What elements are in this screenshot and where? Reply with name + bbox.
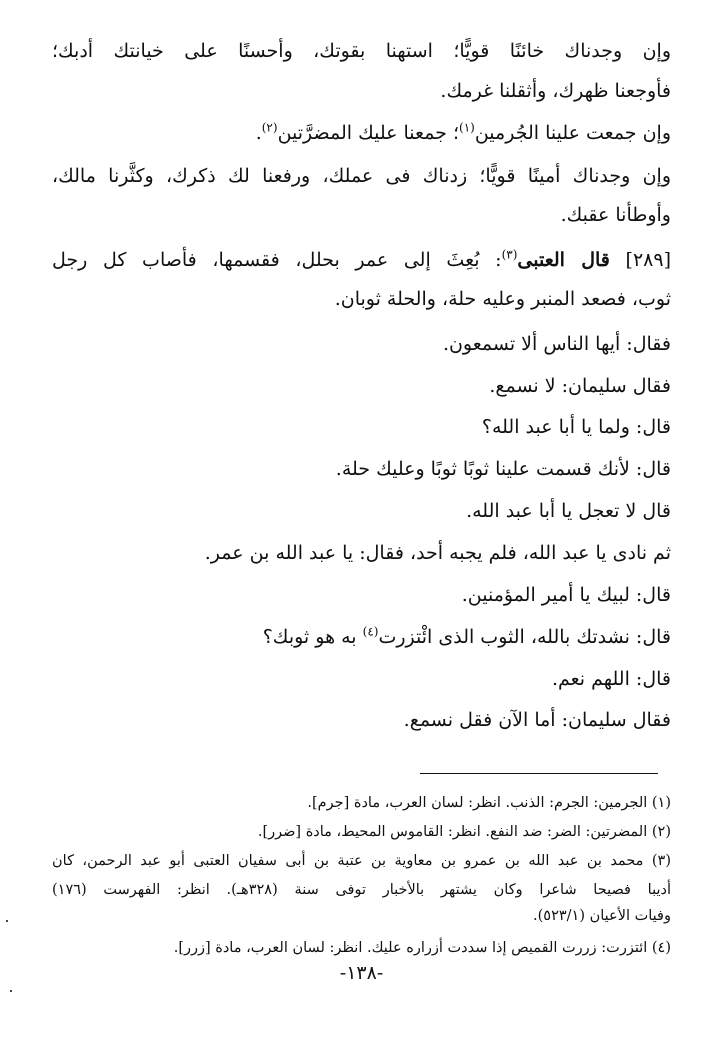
body-line: ثوب، فصعد المنبر وعليه حلة، والحلة ثوبان.	[334, 288, 671, 310]
footnote-ref-1: (١)	[459, 120, 475, 135]
body-line: وأوطأنا عقبك.	[560, 204, 671, 226]
footnote-ref-2: (٢)	[261, 120, 278, 135]
body-line: فأوجعنا ظهرك، وأثقلنا غرمك.	[440, 80, 671, 102]
footnote-3-line-1: (٣) محمد بن عبد الله بن عمرو بن معاوية بن عتبة بن أبى سفيان العتبى أبو عبد الرحمن، كان	[52, 853, 671, 869]
footnote-2: (٢) المضرتين: الضر: ضد النفع. انظر: القاموس المحيط، مادة [ضرر].	[257, 824, 671, 840]
body-line: قال: لأنك قسمت علينا ثوبًا ثوبًا وعليك حلة.	[335, 458, 671, 480]
page-number: -١٣٨-	[339, 962, 384, 984]
text-segment: به هو ثوبك؟	[262, 626, 363, 648]
footnote-3-line-2: أديبا فصيحا شاعرا وكان يشتهر بالأخبار توفى سنة (٣٢٨هـ). انظر: الفهرست (١٧٦)	[52, 882, 671, 898]
body-line: فقال سليمان: أما الآن فقل نسمع.	[403, 709, 671, 731]
footnote-ref-3: (٣)	[501, 247, 518, 262]
text-segment: وإن جمعت علينا الجُرمين	[474, 122, 671, 144]
scan-speck	[6, 920, 8, 922]
footnote-3-line-3: وفيات الأعيان (٥٢٣/١).	[533, 908, 671, 924]
body-line-with-number	[52, 247, 671, 273]
body-line: قال: ولما يا أبا عبد الله؟	[481, 416, 671, 438]
text-segment: : بُعِثَ إلى عمر بحلل، فقسمها، فأصاب كل رجل	[52, 249, 502, 271]
body-line: فقال سليمان: لا نسمع.	[489, 375, 671, 397]
footnote-ref-4: (٤)	[362, 624, 379, 639]
scan-speck	[10, 990, 12, 992]
body-line: قال: اللهم نعم.	[551, 668, 671, 690]
body-line-with-refs	[256, 120, 671, 146]
body-line: قال: لبيك يا أمير المؤمنين.	[461, 584, 671, 606]
text-segment: قال: نشدتك بالله، الثوب الذى ائْتزرت	[378, 626, 671, 648]
narrator-name: قال العتبى	[517, 249, 610, 271]
body-line: فقال: أيها الناس ألا تسمعون.	[442, 333, 671, 355]
body-line: وإن وجدناك أمينًا قويًّا؛ زدناك فى عملك، ورفعنا لك ذكرك، وكثَّرنا مالك،	[52, 165, 671, 187]
body-line: ثم نادى يا عبد الله، فلم يجبه أحد، فقال: يا عبد الله بن عمر.	[204, 542, 671, 564]
footnote-separator	[420, 773, 658, 774]
body-line-with-ref	[263, 624, 671, 650]
body-line: قال لا تعجل يا أبا عبد الله.	[466, 500, 671, 522]
text-segment: .	[255, 122, 262, 144]
text-segment: ؛ جمعنا عليك المضرَّتين	[277, 122, 460, 144]
paragraph-number: [٢٨٩]	[625, 249, 672, 271]
body-line: وإن وجدناك خائنًا قويًّا؛ استهنا بقوتك، وأحسنًا على خيانتك أدبك؛	[52, 40, 671, 62]
footnote-1: (١) الجرمين: الجرم: الذنب. انظر: لسان العرب، مادة [جرم].	[307, 795, 671, 811]
footnote-4: (٤) ائتزرت: زررت القميص إذا سددت أزراره عليك. انظر: لسان العرب، مادة [زرر].	[173, 940, 671, 956]
